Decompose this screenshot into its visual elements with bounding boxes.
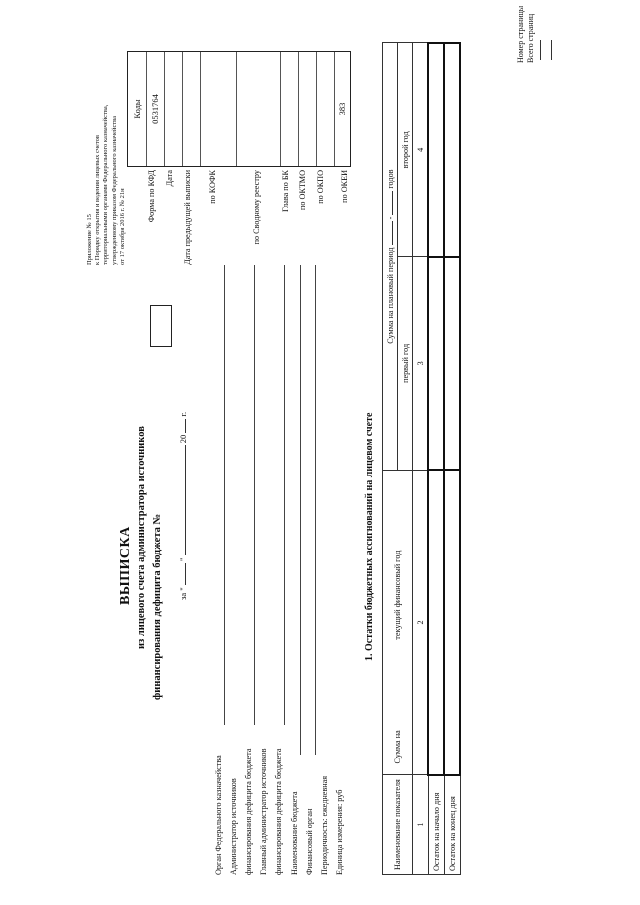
prev-date-code-cell[interactable] [182,52,201,166]
form-code-row [146,52,165,166]
field-label-budget-name: Наименование бюджета [290,791,299,875]
appendix-line: утвержденному приказом Федерального казначейства [110,115,118,265]
glava-code-cell[interactable] [280,52,299,166]
opening-second-cell[interactable] [428,43,444,257]
appendix-line: от 17 октября 2016 г. № 21н [118,188,126,265]
row-label-opening: Остаток на начало дня [428,775,444,875]
kofk-label: по КОФК [208,170,217,204]
col-num-4: 4 [413,43,429,257]
balances-table [382,42,461,875]
closing-current-cell[interactable] [444,470,460,774]
appendix-reference [86,105,127,265]
chief-administrator-field[interactable] [284,265,285,725]
plan-period-label: Сумма на плановый период [385,247,395,344]
finance-body-field[interactable] [315,265,316,755]
field-label-unit: Единица измерения: руб [335,789,344,875]
okei-code: 383 [337,102,347,116]
oktmo-code-cell[interactable] [298,52,317,166]
okpo-code-cell[interactable] [316,52,335,166]
opening-first-cell[interactable] [428,257,444,471]
plan-period-dash: - [385,216,395,220]
date-suffix: г. [178,411,188,417]
administrator-field[interactable] [254,265,255,725]
col-num-1: 1 [413,775,429,875]
appendix-line: территориальными органами Федерального казначейства, [102,104,110,265]
table-row [444,43,460,875]
date-prefix: за " [178,587,188,600]
section-1-title: 1. Остатки бюджетных ассигнований на лицевом счете [364,412,375,661]
table-row [428,43,444,875]
oktmo-label: по ОКТМО [298,170,307,210]
col-header-name: Наименование показателя [383,775,413,875]
page-number-label: Номер страницы [516,5,525,63]
form-kfd-label: Форма по КФД [147,170,156,223]
field-label-treasury-body: Орган Федерального казначейства [214,755,223,875]
svod-label: по Сводному реестру [252,170,261,245]
document-subtitle-1: из лицевого счета администратора источников [136,426,147,649]
field-label-administrator-cont: финансирования дефицита бюджета [244,748,253,875]
total-pages-field[interactable] [551,40,552,60]
col-num-3: 3 [413,257,429,471]
plan-year-from-field[interactable] [392,221,393,245]
prev-date-label: Дата предыдущей выписки [183,170,192,265]
okei-code-row [334,52,350,166]
okei-label: по ОКЕИ [340,170,349,203]
page-info [516,6,536,63]
row-label-closing: Остаток на конец дня [444,775,460,875]
okpo-label: по ОКПО [316,170,325,204]
treasury-body-field[interactable] [224,265,225,725]
document-subtitle-2: финансирования дефицита бюджета № [152,513,163,700]
date-year-field[interactable] [185,419,186,433]
date-code-cell[interactable] [164,52,183,166]
opening-current-cell[interactable] [428,470,444,774]
page-number-field[interactable] [540,40,541,60]
closing-first-cell[interactable] [444,257,460,471]
col-header-first-year: первый год [398,257,413,471]
field-label-finance-body: Финансовый орган [305,808,314,875]
date-quote: " [178,557,188,562]
field-label-chief-administrator-cont: финансирования дефицита бюджета [274,748,283,875]
date-month-field[interactable] [185,445,186,555]
field-label-periodicity: Периодичность: ежедневная [320,775,329,875]
glava-label: Глава по БК [281,170,290,212]
appendix-line: к Порядку открытия и ведения лицевых счетов [94,134,102,265]
field-label-chief-administrator: Главный администратор источников [259,748,268,875]
codes-header: Коды [132,99,142,119]
total-pages-label: Всего страниц [526,13,535,63]
col-num-2: 2 [413,470,429,774]
statement-date-line [178,412,188,600]
col-header-current-year: текущий финансовый год [383,470,413,720]
codes-box [127,51,351,167]
col-header-plan-period [383,43,398,470]
date-label: Дата [165,170,174,187]
field-label-administrator: Администратор источников [229,778,238,875]
appendix-line: Приложение № 15 [86,214,93,265]
col-header-sum-on: Сумма на [383,720,413,775]
form-code: 0531764 [150,94,160,124]
budget-number-field[interactable] [150,305,172,347]
codes-header-row [128,52,147,166]
plan-period-years: годов [385,169,395,189]
kofk-code-cell[interactable] [200,52,237,166]
date-day-field[interactable] [185,563,186,585]
svod-code-cell[interactable] [236,52,281,166]
date-year-prefix: 20 [178,434,188,444]
document-title: ВЫПИСКА [118,526,133,605]
budget-name-field[interactable] [300,265,301,755]
col-header-second-year: второй год [398,43,413,257]
closing-second-cell[interactable] [444,43,460,257]
plan-year-to-field[interactable] [392,191,393,215]
